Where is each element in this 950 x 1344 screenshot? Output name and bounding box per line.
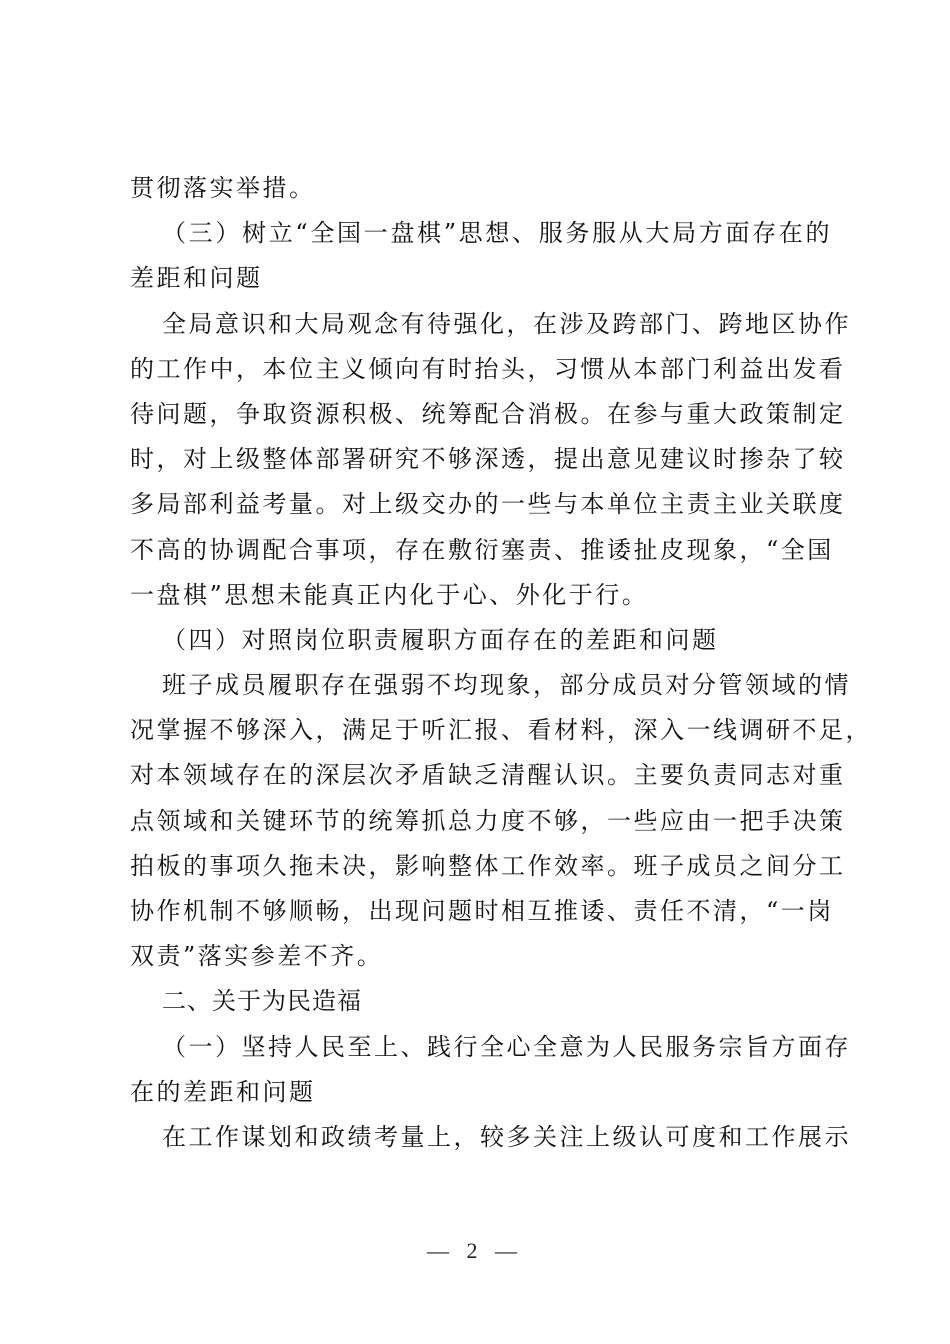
paragraph-line: 的工作中，本位主义倾向有时抬头，习惯从本部门利益出发看 xyxy=(130,354,846,383)
paragraph-line: 班子成员履职存在强弱不均现象，部分成员对分管领域的情 xyxy=(162,671,851,700)
subheading-line: 差距和问题 xyxy=(130,264,263,293)
subheading-line: （三）树立“全国一盘棋”思想、服务服从大局方面存在的 xyxy=(162,219,832,248)
paragraph-line: 不高的协调配合事项，存在敷衍塞责、推诿扯皮现象，“全国 xyxy=(130,535,834,564)
subheading-line: 在的差距和问题 xyxy=(130,1077,316,1106)
document-body xyxy=(130,166,872,1160)
paragraph-line: 一盘棋”思想未能真正内化于心、外化于行。 xyxy=(130,580,649,609)
paragraph-line: 点领域和关键环节的统筹抓总力度不够，一些应由一把手决策 xyxy=(130,806,846,835)
paragraph-line: 贯彻落实举措。 xyxy=(130,174,316,202)
paragraph-line: 全局意识和大局观念有待强化，在涉及跨部门、跨地区协作 xyxy=(162,309,851,338)
paragraph-line: 拍板的事项久拖未决，影响整体工作效率。班子成员之间分工 xyxy=(130,851,846,880)
paragraph-line: 对本领域存在的深层次矛盾缺乏清醒认识。主要负责同志对重 xyxy=(130,761,846,790)
subheading-line: （一）坚持人民至上、践行全心全意为人民服务宗旨方面存 xyxy=(162,1032,851,1061)
paragraph-line: 多局部利益考量。对上级交办的一些与本单位主责主业关联度 xyxy=(130,490,846,519)
paragraph-line: 双责”落实参差不齐。 xyxy=(130,942,384,971)
paragraph-line: 协作机制不够顺畅，出现问题时相互推诿、责任不清，“一岗 xyxy=(130,897,834,925)
page-number: — 2 — xyxy=(427,1238,523,1263)
paragraph-line: 况掌握不够深入，满足于听汇报、看材料，深入一线调研不足， xyxy=(130,716,872,745)
section-heading: 二、关于为民造福 xyxy=(162,987,362,1016)
subheading-line: （四）对照岗位职责履职方面存在的差距和问题 xyxy=(162,625,719,654)
paragraph-line: 在工作谋划和政绩考量上，较多关注上级认可度和工作展示 xyxy=(162,1122,851,1151)
paragraph-line: 时，对上级整体部署研究不够深透，提出意见建议时掺杂了较 xyxy=(130,445,846,474)
paragraph-line: 待问题，争取资源积极、统筹配合消极。在参与重大政策制定 xyxy=(130,399,846,428)
